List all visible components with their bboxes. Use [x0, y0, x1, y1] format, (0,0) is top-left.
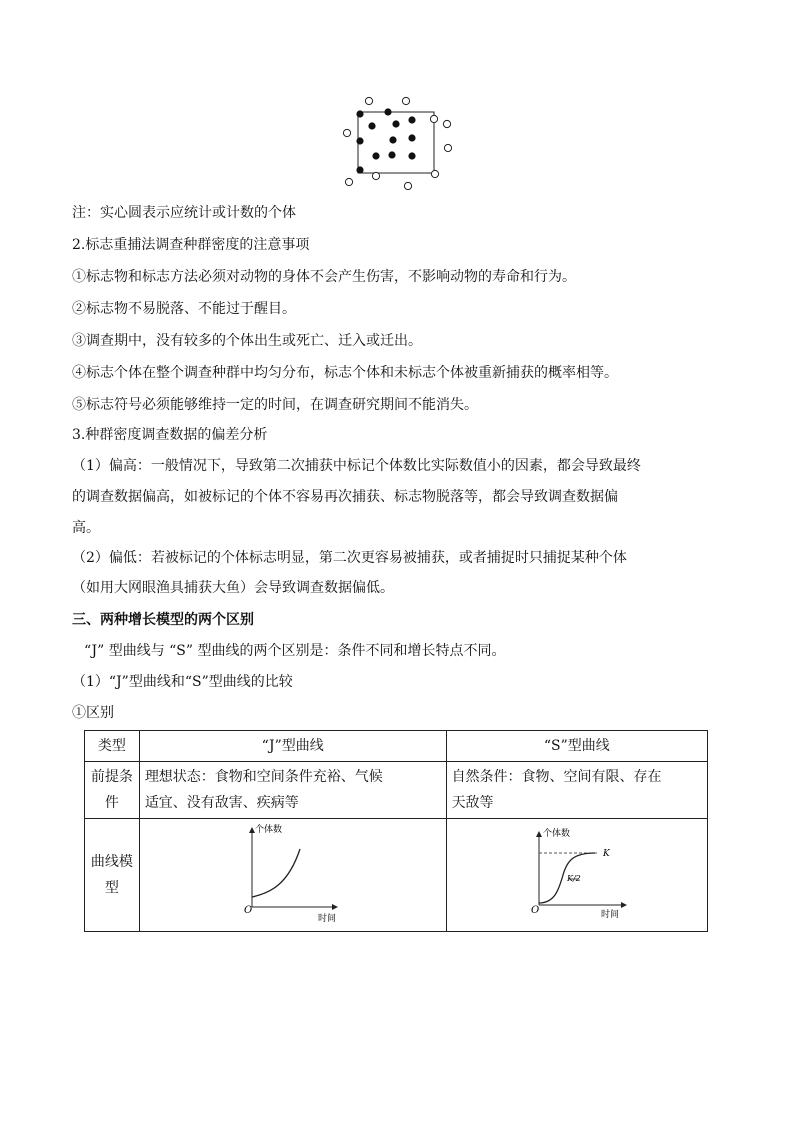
solid-dot	[356, 110, 363, 117]
cell-line: 天敌等	[451, 795, 494, 811]
hollow-dot	[365, 97, 372, 104]
solid-dot	[368, 122, 375, 129]
list-item: ③调查期中，没有较多的个体出生或死亡、迁入或迁出。	[72, 333, 422, 349]
paragraph-line: 高。	[72, 520, 100, 536]
solid-dot	[384, 108, 391, 115]
table-row	[85, 762, 708, 819]
hollow-dot	[430, 115, 437, 122]
hollow-dot	[404, 182, 411, 189]
solid-dot	[392, 120, 399, 127]
paragraph-line: （如用大网眼渔具捕获大鱼）会导致调查数据偏低。	[72, 580, 394, 596]
section-title: 3.种群密度调查数据的偏差分析	[72, 427, 268, 443]
cell-line: 自然条件：食物、空间有限、存在	[451, 769, 662, 785]
j-curve-graph	[140, 819, 438, 931]
y-axis-label: 个体数	[542, 829, 570, 839]
table-header-cell: “S”型曲线	[446, 731, 707, 762]
x-axis-arrow	[621, 902, 627, 908]
solid-dot	[372, 152, 379, 159]
table-cell	[139, 762, 446, 819]
cell-line: 适宜、没有敌害、疾病等	[144, 795, 299, 811]
paragraph-line: 的调查数据偏高，如被标记的个体不容易再次捕获、标志物脱落等，都会导致调查数据偏	[72, 489, 618, 505]
section-title: 2.标志重捕法调查种群密度的注意事项	[72, 237, 310, 253]
table-cell	[139, 819, 446, 932]
hollow-dot	[431, 170, 438, 177]
cell-line: 曲线模	[90, 854, 133, 870]
j-curve-line	[252, 849, 300, 897]
x-axis-label: 时间	[317, 914, 336, 924]
table-cell	[446, 762, 707, 819]
x-axis-arrow	[332, 904, 338, 910]
quadrat-diagram	[340, 94, 460, 190]
table-header-cell: 类型	[85, 731, 140, 762]
solid-dot	[356, 166, 363, 173]
solid-dot	[408, 152, 415, 159]
origin-label: O	[530, 905, 539, 916]
table-header-row	[85, 731, 708, 762]
k2-label: K/2	[566, 874, 581, 883]
paragraph-line: ①区别	[72, 705, 114, 721]
list-item: ⑤标志符号必须能够维持一定的时间，在调查研究期间不能消失。	[72, 397, 478, 413]
row-label	[85, 819, 140, 932]
y-axis-label: 个体数	[254, 825, 282, 835]
list-item: ①标志物和标志方法必须对动物的身体不会产生伤害，不影响动物的寿命和行为。	[72, 269, 576, 285]
list-item: ②标志物不易脱落、不能过于醒目。	[72, 301, 296, 317]
list-item: ④标志个体在整个调查种群中均匀分布，标志个体和未标志个体被重新捕获的概率相等。	[72, 365, 618, 381]
note: 注：实心圆表示应统计或计数的个体	[72, 205, 296, 221]
paragraph-line: （1）偏高：一般情况下，导致第二次捕获中标记个体数比实际数值小的因素，都会导致最终	[72, 458, 641, 474]
cell-line: 件	[104, 795, 119, 811]
x-axis-label: 时间	[600, 910, 619, 920]
solid-dot	[356, 137, 363, 144]
y-axis-arrow	[536, 831, 542, 837]
cell-line: 前提条	[90, 769, 133, 785]
cell-line: 型	[104, 880, 119, 896]
paragraph-line: “J” 型曲线与 “S” 型曲线的两个区别是：条件不同和增长特点不同。	[84, 643, 506, 659]
s-curve-graph	[447, 819, 705, 931]
hollow-dot	[372, 172, 379, 179]
paragraph-line: （1）“J”型曲线和“S”型曲线的比较	[72, 674, 293, 690]
table-row	[85, 819, 708, 932]
solid-dot	[388, 151, 395, 158]
hollow-dot	[343, 129, 350, 136]
table-header-cell: “J”型曲线	[139, 731, 446, 762]
k-label: K	[602, 849, 610, 859]
paragraph-line: （2）偏低：若被标记的个体标志明显，第二次更容易被捕获，或者捕捉时只捕捉某种个体	[72, 550, 627, 566]
comparison-table	[84, 730, 708, 932]
solid-dot	[408, 134, 415, 141]
counted-individuals	[356, 108, 415, 173]
hollow-dot	[443, 120, 450, 127]
cell-line: 理想状态：食物和空间条件充裕、气候	[144, 769, 383, 785]
row-label	[85, 762, 140, 819]
hollow-dot	[345, 178, 352, 185]
hollow-dot	[402, 97, 409, 104]
hollow-dot	[444, 144, 451, 151]
table-cell	[446, 819, 707, 932]
solid-dot	[408, 116, 415, 123]
solid-dot	[389, 136, 396, 143]
origin-label: O	[243, 905, 253, 916]
heading: 三、两种增长模型的两个区别	[72, 612, 254, 628]
